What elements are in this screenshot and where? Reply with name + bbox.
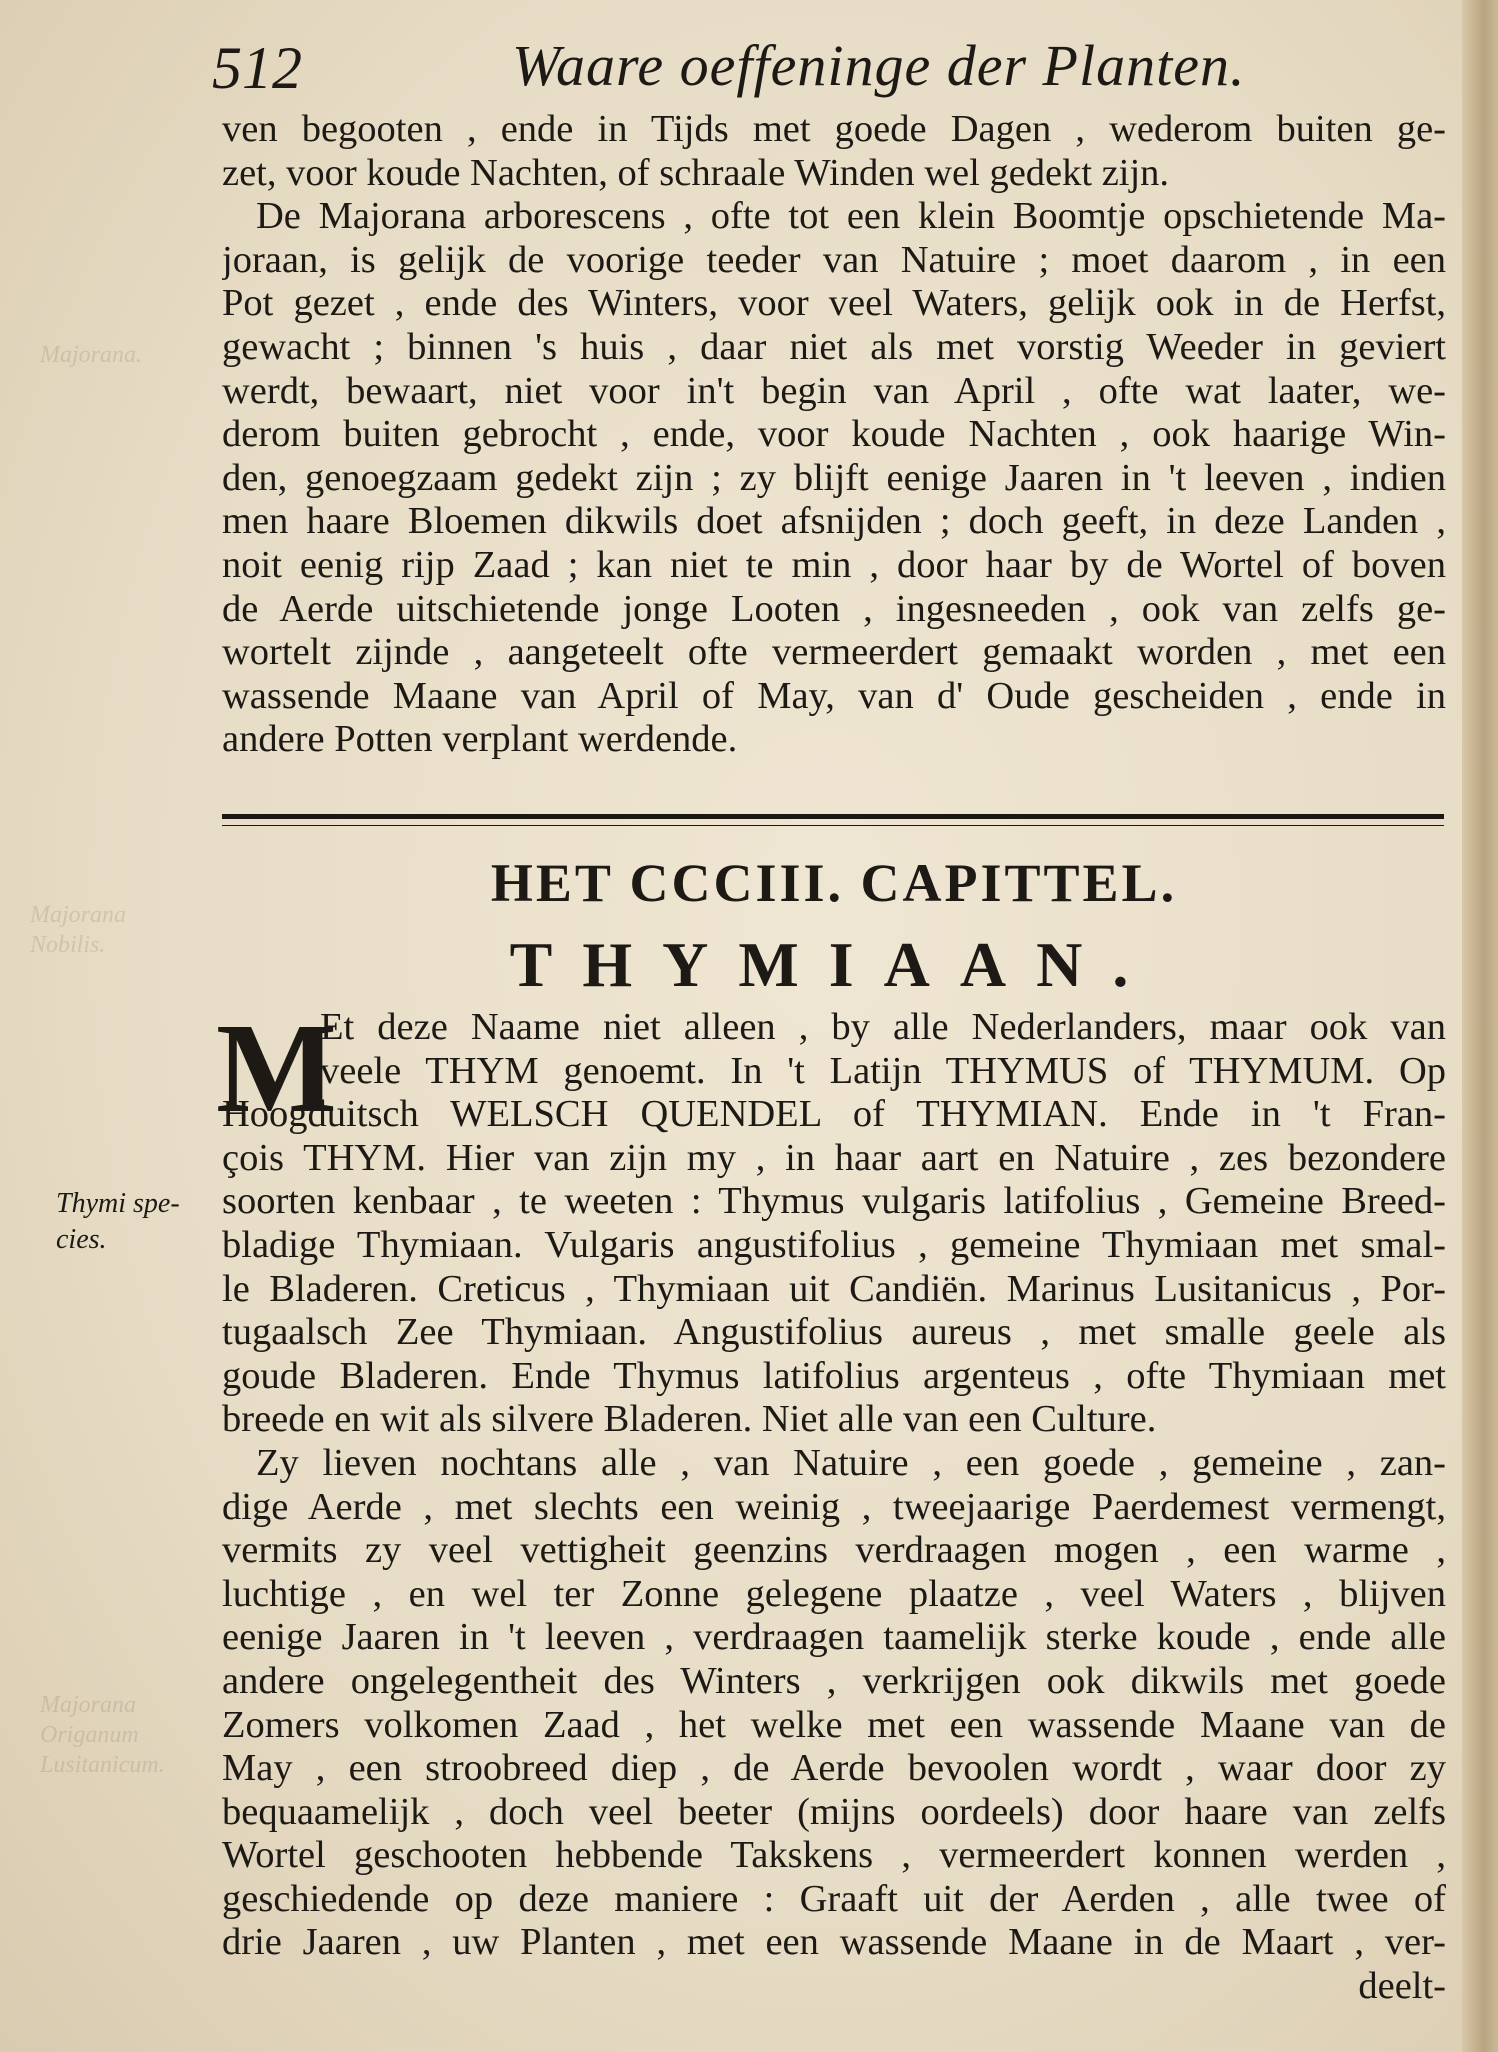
text-line: drie Jaaren , uw Planten , met een wassende Maane in de Maart , ver- — [222, 1921, 1446, 1964]
text-line: tugaalsch Zee Thymiaan. Angustifolius aureus , met smalle geele als — [222, 1311, 1446, 1354]
text-line: gewacht ; binnen 's huis , daar niet als met vorstig Weeder in geviert — [222, 325, 1446, 368]
text-line: derom buiten gebrocht , ende, voor koude Nachten , ook haarige Win- — [222, 413, 1446, 456]
text-line: Pot gezet , ende des Winters, voor veel Waters, gelijk ook in de Herfst, — [222, 282, 1446, 325]
text-line: goude Bladeren. Ende Thymus latifolius argenteus , ofte Thymiaan met — [222, 1354, 1446, 1397]
text-line: le Bladeren. Creticus , Thymiaan uit Candiën. Marinus Lusitanicus , Por- — [222, 1267, 1446, 1310]
text-line: Et deze Naame niet alleen , by alle Nederlanders, maar ook van — [320, 1006, 1446, 1048]
text-line: wassende Maane van April of May, van d' Oude gescheiden , ende in — [222, 674, 1446, 717]
drop-cap: M — [216, 997, 337, 1139]
page-header — [212, 28, 1442, 101]
text-line: dige Aerde , met slechts een weinig , tweejaarige Paerdemest vermengt, — [222, 1485, 1446, 1528]
chapter-title: THYMIAAN. — [509, 929, 1159, 1000]
text-line: andere ongelegentheit des Winters , verkrijgen ook dikwils met goede — [222, 1659, 1446, 1702]
catchword: deelt- — [1358, 1965, 1446, 2008]
text-line: joraan, is gelijk de voorige teeder van Natuire ; moet daarom , in een — [222, 238, 1446, 281]
running-head: Waare oeffeninge der Planten. — [512, 33, 1246, 98]
text-line: luchtige , en wel ter Zonne gelegene plaatze , veel Waters , blijven — [222, 1572, 1446, 1615]
text-block-thymiaan — [222, 1006, 1446, 2009]
chapter-heading: HET CCCIII. CAPITTEL. — [490, 853, 1178, 913]
text-line: den, genoegzaam gedekt zijn ; zy blijft eenige Jaaren in 't leeven , indien — [222, 456, 1446, 499]
text-line: veele THYM genoemt. In 't Latijn THYMUS of THYMUM. Op — [320, 1049, 1446, 1092]
text-line: ven begooten , ende in Tijds met goede Dagen , wederom buiten ge- — [222, 108, 1446, 150]
text-line: bladige Thymiaan. Vulgaris angustifolius , gemeine Thymiaan met smal- — [222, 1223, 1446, 1266]
text-line: eenige Jaaren in 't leeven , verdraagen taamelijk sterke koude , ende alle — [222, 1616, 1446, 1659]
text-line: zet, voor koude Nachten, of schraale Winden wel gedekt zijn. — [222, 151, 1170, 194]
text-line: andere Potten verplant werdende. — [222, 718, 738, 761]
section-divider — [222, 814, 1444, 826]
text-block-majorana — [222, 108, 1446, 762]
text-line: Wortel geschooten hebbende Takskens , vermeerdert konnen werden , — [222, 1834, 1446, 1877]
text-line: vermits zy veel vettigheit geenzins verdraagen mogen , een warme , — [222, 1529, 1446, 1572]
text-line: geschiedende op deze maniere : Graaft uit der Aerden , alle twee of — [222, 1877, 1446, 1920]
text-line: çois THYM. Hier van zijn my , in haar aart en Natuire , zes bezondere — [222, 1136, 1446, 1179]
bleed-through-margin: Majorana Nobilis. — [30, 902, 126, 958]
bleed-through-margin: Majorana. — [40, 342, 142, 368]
text-line: de Aerde uitschietende jonge Looten , ingesneeden , ook van zelfs ge- — [222, 587, 1446, 630]
page-number: 512 — [212, 35, 302, 101]
text-line: soorten kenbaar , te weeten : Thymus vulgaris latifolius , Gemeine Breed- — [222, 1180, 1446, 1223]
text-line: Zy lieven nochtans alle , van Natuire , een goede , gemeine , zan- — [256, 1441, 1446, 1484]
text-line: breede en wit als silvere Bladeren. Niet alle van een Culture. — [222, 1398, 1157, 1441]
text-line: werdt, bewaart, niet voor in't begin van April , ofte wat laater, we- — [222, 369, 1446, 412]
text-line: De Majorana arborescens , ofte tot een klein Boomtje opschietende Ma- — [256, 195, 1446, 238]
text-line: wortelt zijnde , aangeteelt ofte vermeerdert gemaakt worden , met een — [222, 631, 1446, 674]
text-line: noit eenig rijp Zaad ; kan niet te min , door haar by de Wortel of boven — [222, 543, 1446, 586]
page-edge — [1462, 0, 1498, 2052]
text-line: bequaamelijk , doch veel beeter (mijns oordeels) door haare van zelfs — [222, 1790, 1446, 1833]
text-line: Hoogduitsch WELSCH QUENDEL of THYMIAN. Ende in 't Fran- — [222, 1093, 1446, 1136]
text-line: men haare Bloemen dikwils doet afsnijden ; doch geeft, in deze Landen , — [222, 500, 1446, 543]
margin-note: Thymi spe- cies. — [56, 1188, 180, 1255]
text-line: May , een stroobreed diep , de Aerde bevoolen wordt , waar door zy — [222, 1747, 1446, 1790]
bleed-through-margin: Majorana Origanum Lusitanicum. — [40, 1692, 165, 1778]
text-line: Zomers volkomen Zaad , het welke met een wassende Maane van de — [222, 1703, 1446, 1746]
